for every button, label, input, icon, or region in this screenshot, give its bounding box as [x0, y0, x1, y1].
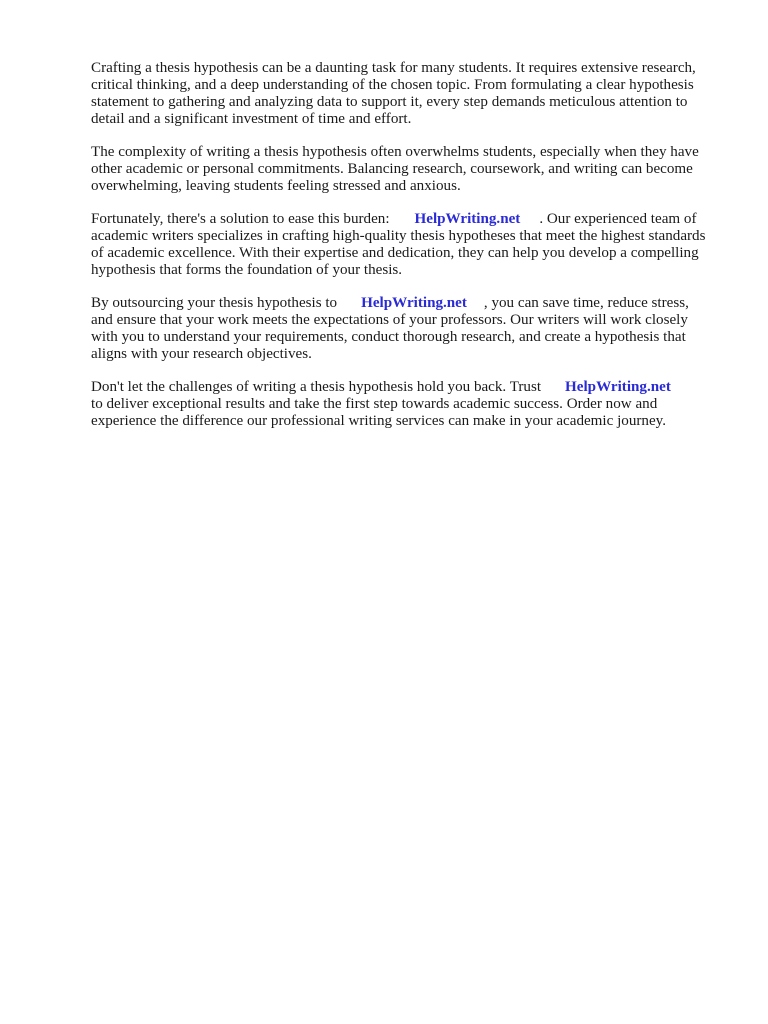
text-line: to deliver exceptional results and take the first step towards academic success. Order now and [91, 396, 658, 412]
text-line-with-link [91, 295, 753, 312]
helpwriting-link[interactable]: HelpWriting.net [565, 379, 671, 395]
text-line: with you to understand your requirements, conduct thorough research, and create a hypothesis that [91, 329, 686, 345]
text-line: aligns with your research objectives. [91, 346, 312, 362]
text-line: Crafting a thesis hypothesis can be a daunting task for many students. It requires extensive research, [91, 60, 696, 76]
text-segment: Fortunately, there's a solution to ease this burden: [91, 211, 390, 227]
text-line: statement to gathering and analyzing data to support it, every step demands meticulous attention to [91, 94, 688, 110]
text-line: academic writers specializes in crafting high-quality thesis hypotheses that meet the highest standards [91, 228, 706, 244]
paragraph-complexity [91, 144, 753, 195]
text-line-with-link [91, 379, 753, 396]
text-segment: By outsourcing your thesis hypothesis to [91, 295, 338, 311]
text-segment: Don't let the challenges of writing a thesis hypothesis hold you back. Trust [91, 379, 542, 395]
text-line: detail and a significant investment of time and effort. [91, 111, 412, 127]
paragraph-call-to-action [91, 379, 753, 430]
text-line: critical thinking, and a deep understanding of the chosen topic. From formulating a clear hypothesis [91, 77, 694, 93]
helpwriting-link[interactable]: HelpWriting.net [414, 211, 521, 227]
paragraph-intro [91, 60, 753, 128]
text-line: experience the difference our professional writing services can make in your academic journey. [91, 413, 666, 429]
document-page [91, 60, 753, 446]
text-line: other academic or personal commitments. Balancing research, coursework, and writing can become [91, 161, 693, 177]
text-line: and ensure that your work meets the expectations of your professors. Our writers will work closely [91, 312, 688, 328]
text-line: of academic excellence. With their expertise and dedication, they can help you develop a compelling [91, 245, 699, 261]
paragraph-outsourcing [91, 295, 753, 363]
text-segment: , you can save time, reduce stress, [483, 295, 689, 311]
helpwriting-link[interactable]: HelpWriting.net [361, 295, 467, 311]
text-line-with-link [91, 211, 753, 228]
text-line: The complexity of writing a thesis hypothesis often overwhelms students, especially when they have [91, 144, 699, 160]
text-line: hypothesis that forms the foundation of your thesis. [91, 262, 403, 278]
paragraph-solution [91, 211, 753, 279]
text-line: overwhelming, leaving students feeling stressed and anxious. [91, 178, 461, 194]
text-segment: . Our experienced team of [539, 211, 697, 227]
